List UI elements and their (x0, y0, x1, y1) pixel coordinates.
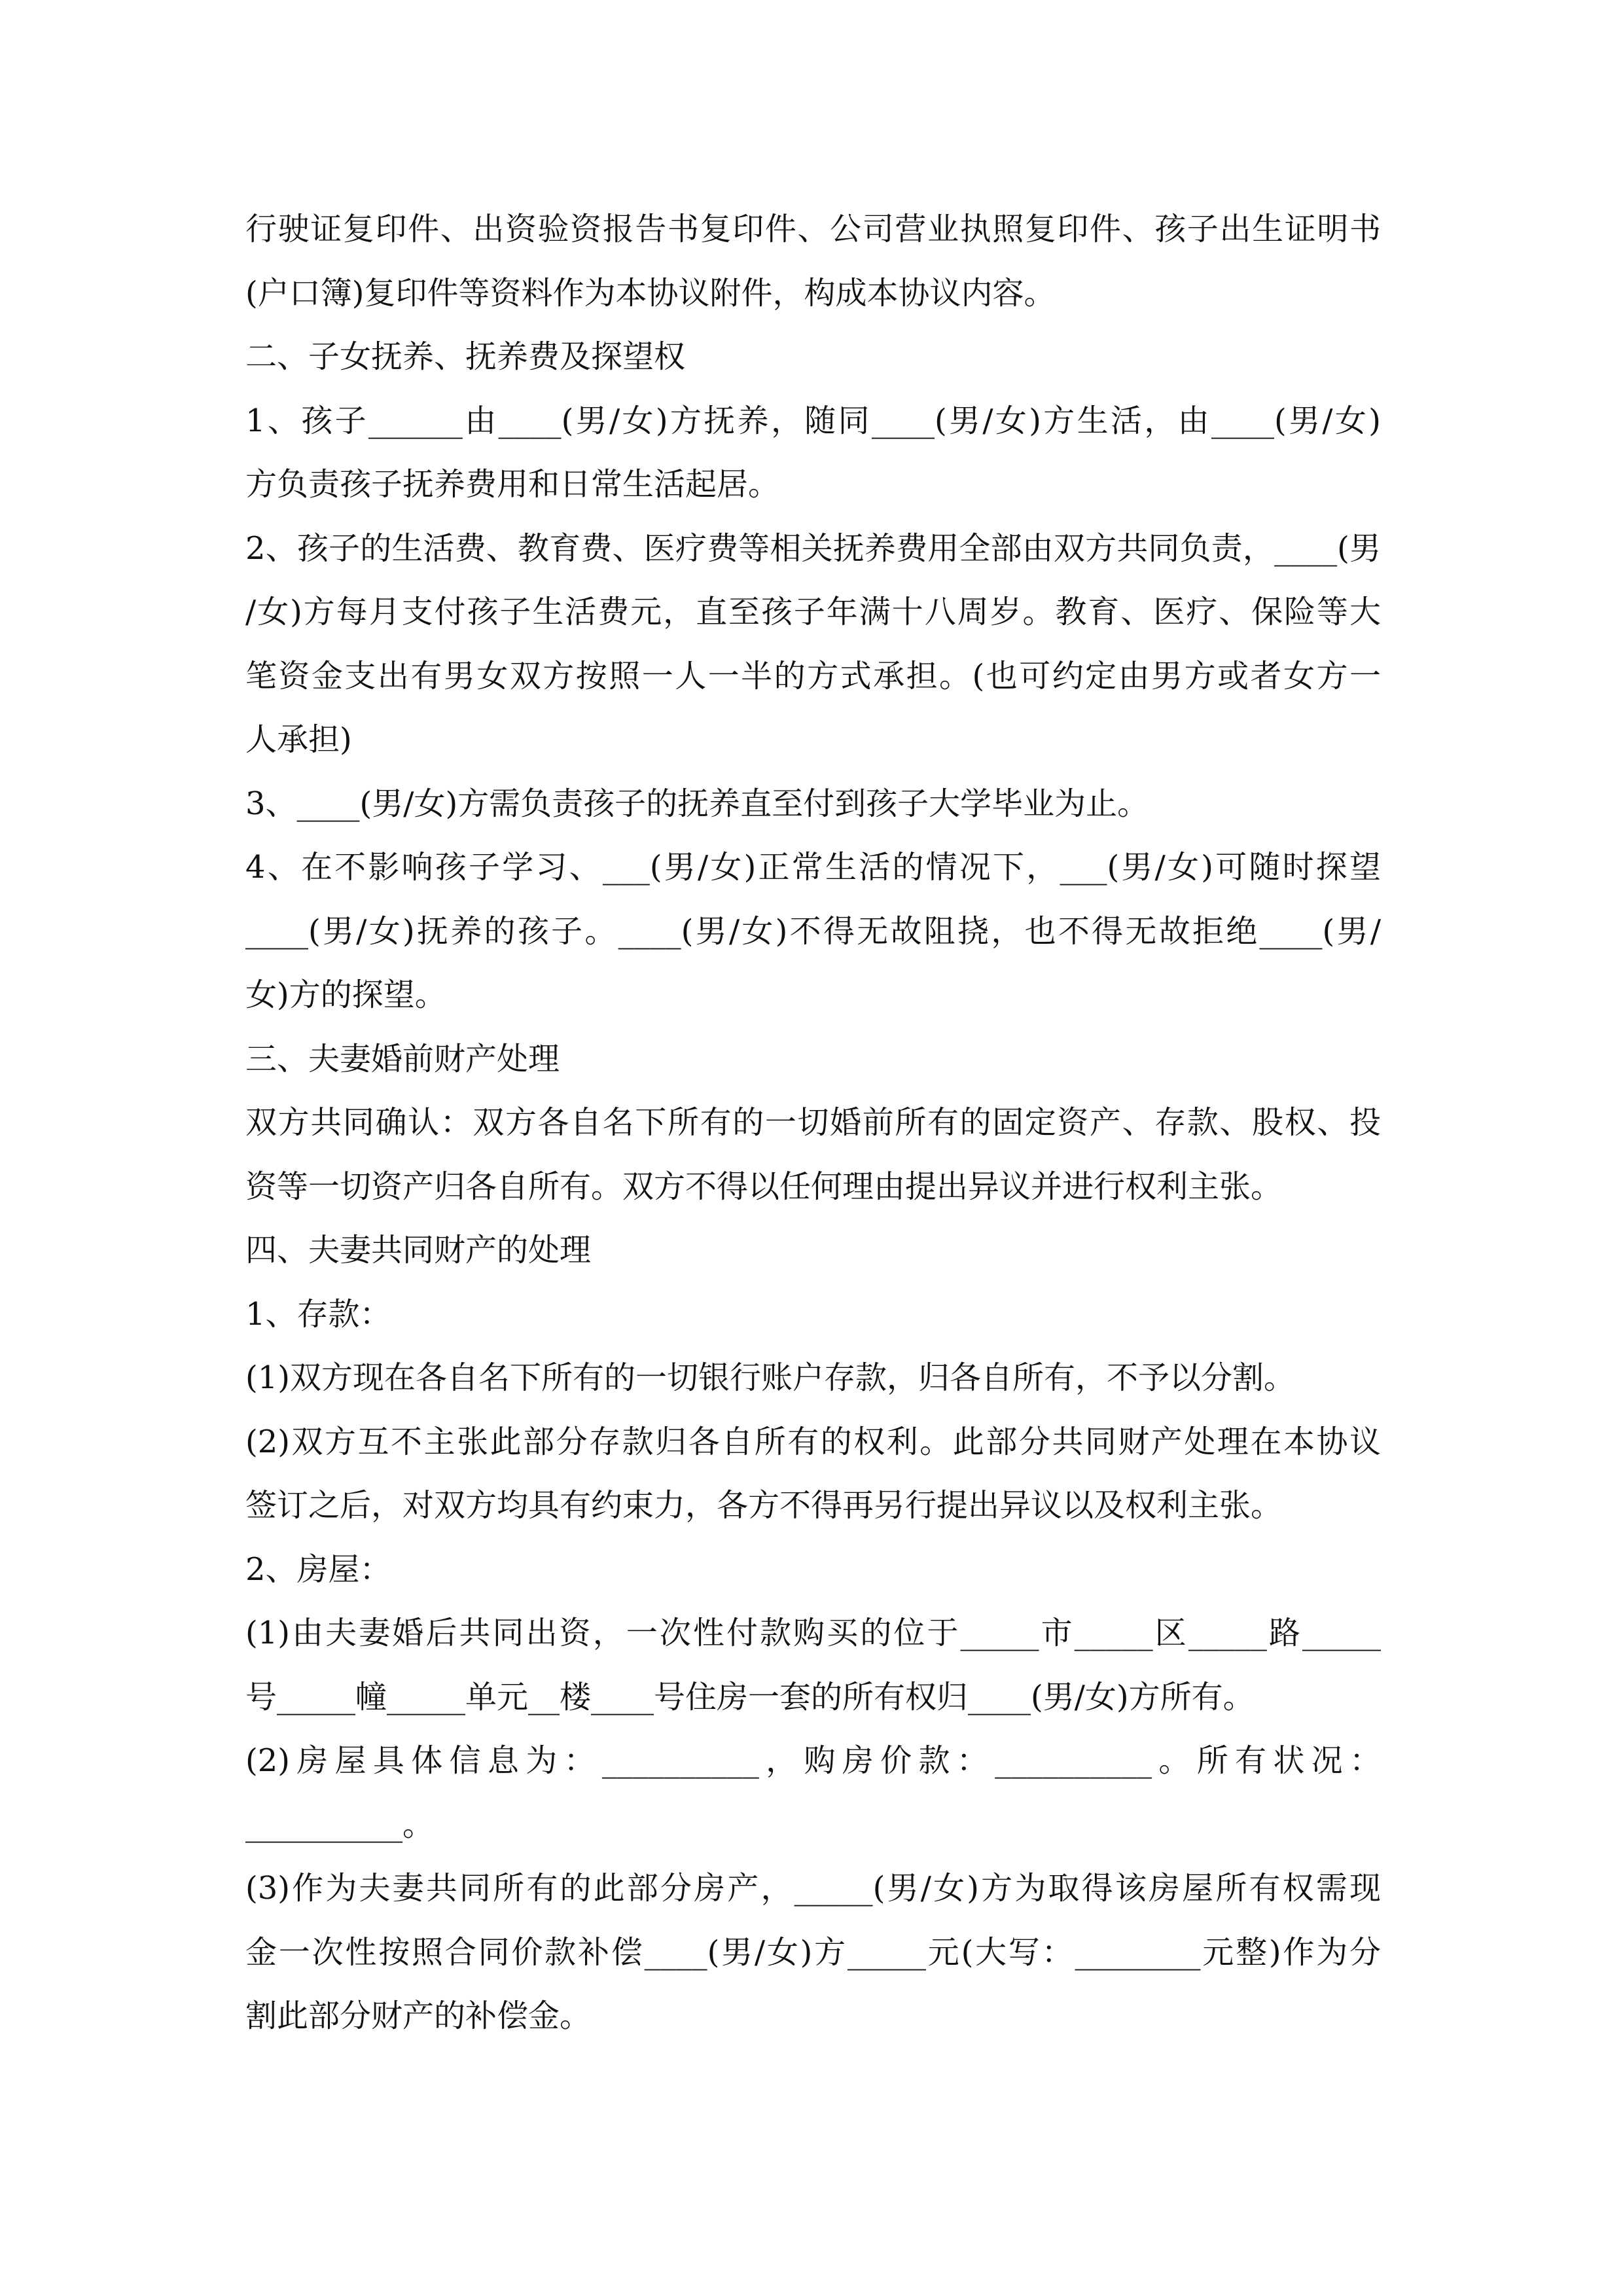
text-line: __________。 (245, 1806, 435, 1843)
text-line: 1、孩子______由____(男/女)方抚养，随同____(男/女)方生活，由____(男/女) (245, 402, 1381, 439)
text-line: (1)由夫妻婚后共同出资，一次性付款购买的位于_____市_____区_____路_____ (245, 1615, 1381, 1651)
text-line: (户口簿)复印件等资料作为本协议附件，构成本协议内容。 (245, 274, 1056, 312)
text-line: (2)房屋具体信息为：__________，购房价款：__________。所有状况： (245, 1742, 1381, 1779)
text-line: 双方共同确认：双方各自名下所有的一切婚前所有的固定资产、存款、股权、投 (245, 1104, 1381, 1141)
text-line: 资等一切资产归各自所有。双方不得以任何理由提出异议并进行权利主张。 (245, 1168, 1283, 1205)
text-line: 女)方的探望。 (245, 977, 446, 1013)
text-line: 2、房屋： (245, 1551, 391, 1588)
text-line: 割此部分财产的补偿金。 (245, 1998, 592, 2034)
text-line: 方负责孩子抚养费用和日常生活起居。 (245, 466, 780, 503)
text-line: 2、孩子的生活费、教育费、医疗费等相关抚养费用全部由双方共同负责，____(男 (245, 529, 1381, 567)
text-line: 4、在不影响孩子学习、___(男/女)正常生活的情况下，___(男/女)可随时探望 (245, 849, 1381, 886)
section-heading-joint-property: 四、夫妻共同财产的处理 (245, 1232, 592, 1268)
section-heading-child-support: 二、子女抚养、抚养费及探望权 (245, 338, 686, 375)
agreement-text (245, 198, 1381, 2049)
text-line: 3、____(男/女)方需负责孩子的抚养直至付到孩子大学毕业为止。 (245, 785, 1149, 822)
section-heading-premarital-property: 三、夫妻婚前财产处理 (245, 1040, 560, 1077)
text-line: /女)方每月支付孩子生活费元，直至孩子年满十八周岁。教育、医疗、保险等大 (245, 594, 1381, 630)
text-line: 1、存款： (245, 1295, 391, 1333)
text-line: 金一次性按照合同价款补偿____(男/女)方_____元(大写：________元整)作为分 (245, 1933, 1381, 1971)
text-line: 行驶证复印件、出资验资报告书复印件、公司营业执照复印件、孩子出生证明书 (245, 211, 1381, 247)
text-line: (2)双方互不主张此部分存款归各自所有的权利。此部分共同财产处理在本协议 (245, 1423, 1381, 1460)
text-line: 笔资金支出有男女双方按照一人一半的方式承担。(也可约定由男方或者女方一 (245, 657, 1381, 694)
text-line: ____(男/女)抚养的孩子。____(男/女)不得无故阻挠，也不得无故拒绝____(男/ (245, 912, 1381, 950)
text-line: (1)双方现在各自名下所有的一切银行账户存款，归各自所有，不予以分割。 (245, 1359, 1295, 1396)
text-line: 号_____幢_____单元__楼____号住房一套的所有权归____(男/女)方所有。 (245, 1678, 1255, 1715)
text-line: 签订之后，对双方均具有约束力，各方不得再另行提出异议以及权利主张。 (245, 1487, 1283, 1524)
text-line: 人承担) (245, 721, 352, 758)
text-line: (3)作为夫妻共同所有的此部分房产，_____(男/女)方为取得该房屋所有权需现 (245, 1870, 1381, 1907)
